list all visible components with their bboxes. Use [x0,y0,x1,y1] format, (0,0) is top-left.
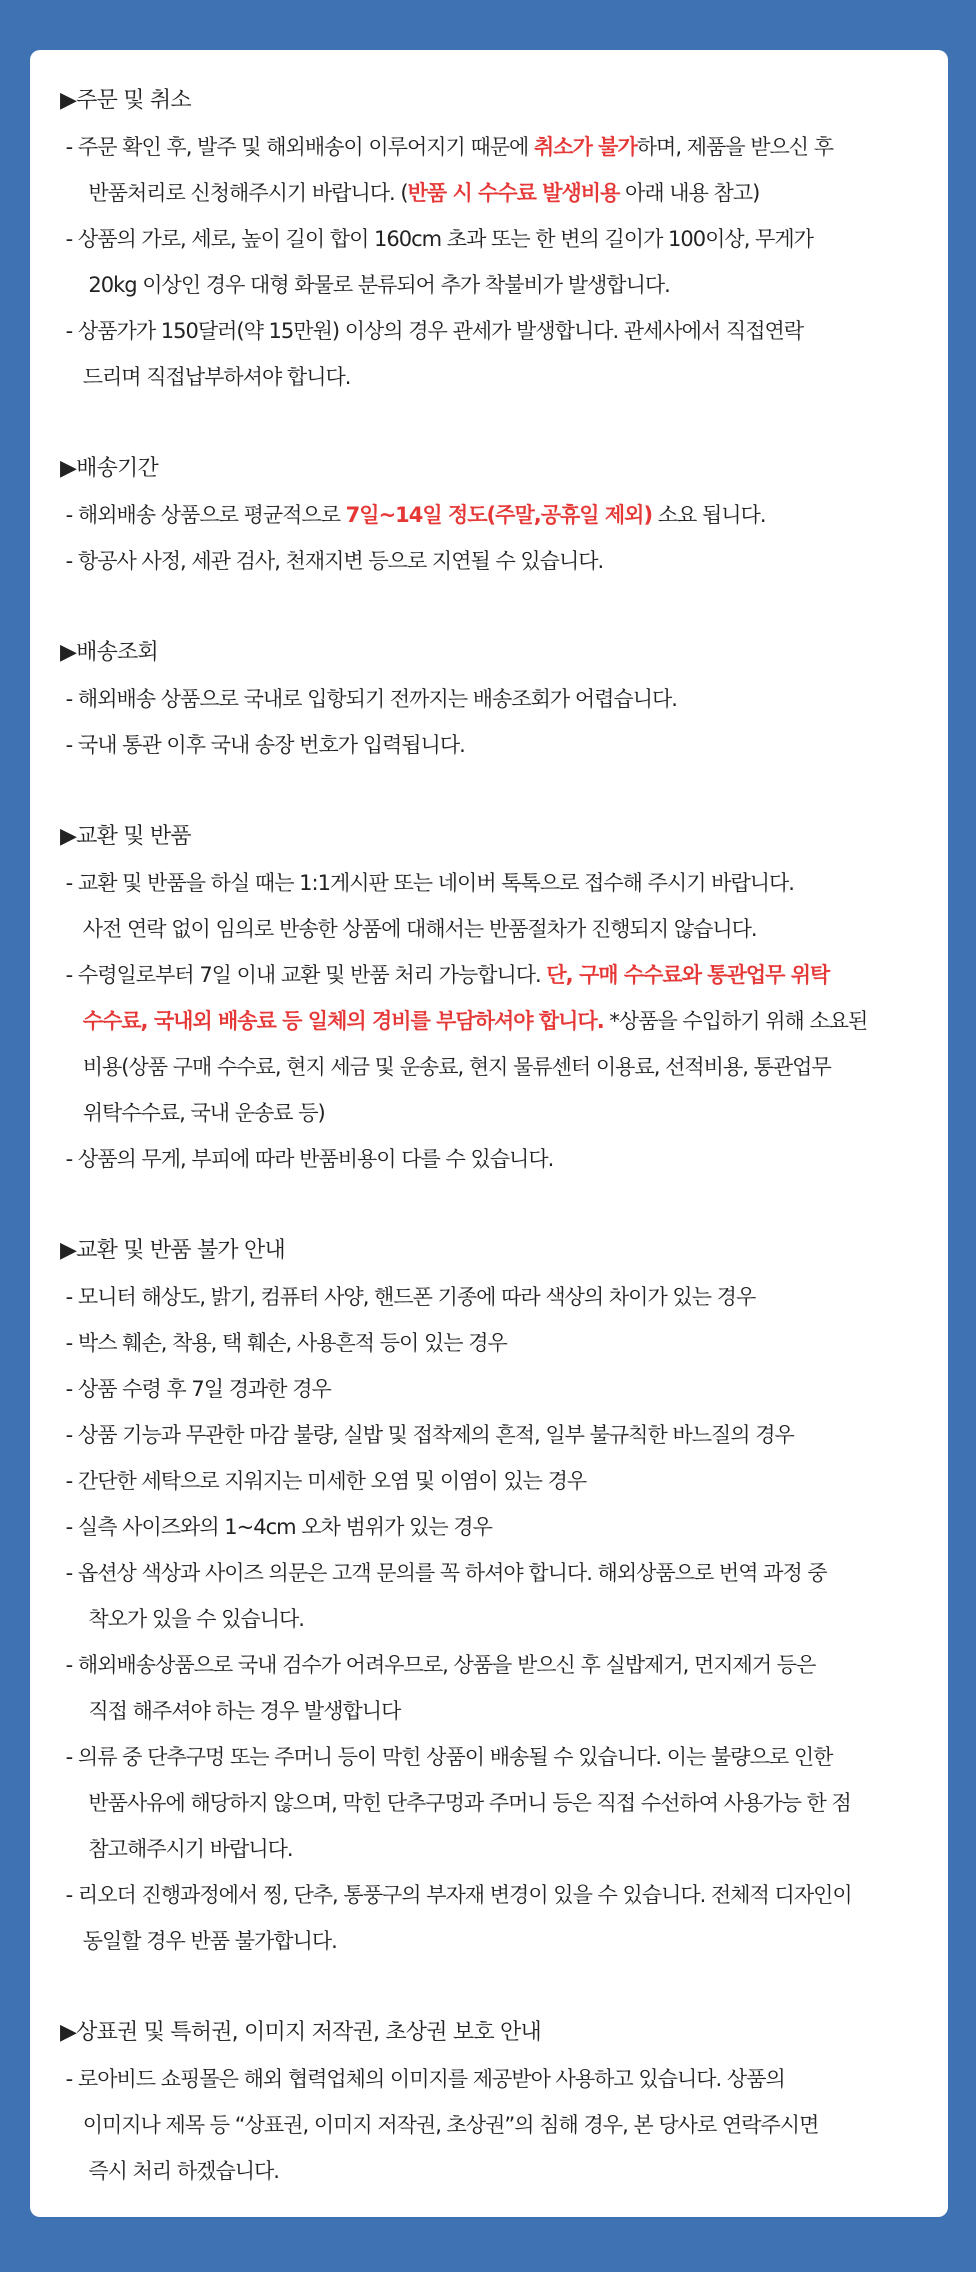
highlighted-text: 7일~14일 정도(주말,공휴일 제외) [345,503,653,527]
notice-section [60,630,928,768]
notice-section [60,446,928,584]
section-heading: ▶상표권 및 특허권, 이미지 저작권, 초상권 보호 안내 [60,2020,541,2045]
line-text: 위탁수수료, 국내 운송료 등) [60,1101,325,1125]
line-text: - 의류 중 단추구멍 또는 주머니 등이 막힌 상품이 배송될 수 있습니다. 이는 불량으로 인한 [60,1745,833,1769]
line-text: 착오가 있을 수 있습니다. [60,1607,304,1631]
line-text: 즉시 처리 하겠습니다. [60,2159,279,2183]
notice-line [60,1090,928,1136]
line-text: 반품사유에 해당하지 않으며, 막힌 단추구멍과 주머니 등은 직접 수선하여 사용가능 한 점 [60,1791,851,1815]
notice-line [60,216,928,262]
notice-line [60,1366,928,1412]
line-text [60,1009,83,1033]
notice-line [60,170,928,216]
notice-line [60,722,928,768]
notice-section [60,1228,928,1964]
notice-line [60,952,928,998]
notice-line [60,1596,928,1642]
notice-line [60,2056,928,2102]
line-text: 20kg 이상인 경우 대형 화물로 분류되어 추가 착불비가 발생합니다. [60,273,670,297]
line-text: - 상품 수령 후 7일 경과한 경우 [60,1377,331,1401]
notice-line [60,1274,928,1320]
section-heading: ▶배송기간 [60,456,158,481]
highlighted-text: 단, 구매 수수료와 통관업무 위탁 [546,963,830,987]
notice-line [60,1136,928,1182]
line-text: - 해외배송 상품으로 국내로 입항되기 전까지는 배송조회가 어렵습니다. [60,687,677,711]
highlighted-text: 취소가 불가 [534,135,637,159]
line-text: - 국내 통관 이후 국내 송장 번호가 입력됩니다. [60,733,465,757]
notice-line [60,308,928,354]
line-text: - 주문 확인 후, 발주 및 해외배송이 이루어지기 때문에 [60,135,535,159]
notice-line [60,538,928,584]
line-text: - 모니터 해상도, 밝기, 컴퓨터 사양, 핸드폰 기종에 따라 색상의 차이가 있는 경우 [60,1285,756,1309]
notice-line [60,1320,928,1366]
notice-line [60,998,928,1044]
line-text: - 상품의 무게, 부피에 따라 반품비용이 다를 수 있습니다. [60,1147,554,1171]
line-text: - 상품의 가로, 세로, 높이 길이 합이 160cm 초과 또는 한 변의 길이가 100이상, 무게가 [60,227,813,251]
line-text: 사전 연락 없이 임의로 반송한 상품에 대해서는 반품절차가 진행되지 않습니다. [60,917,757,941]
line-text: - 상품 기능과 무관한 마감 불량, 실밥 및 접착제의 흔적, 일부 불규칙한 바느질의 경우 [60,1423,794,1447]
notice-line [60,354,928,400]
notice-line [60,1412,928,1458]
section-heading: ▶배송조회 [60,640,158,665]
notice-line [60,906,928,952]
line-text: - 간단한 세탁으로 지워지는 미세한 오염 및 이염이 있는 경우 [60,1469,587,1493]
line-text: 동일할 경우 반품 불가합니다. [60,1929,337,1953]
line-text: - 실측 사이즈와의 1~4cm 오차 범위가 있는 경우 [60,1515,492,1539]
highlighted-text: 수수료, 국내외 배송료 등 일체의 경비를 부담하셔야 합니다. [82,1009,604,1033]
notice-line [60,1734,928,1780]
line-text: - 교환 및 반품을 하실 때는 1:1게시판 또는 네이버 톡톡으로 접수해 주시기 바랍니다. [60,871,794,895]
notice-line [60,2148,928,2194]
line-text: - 항공사 사정, 세관 검사, 천재지변 등으로 지연될 수 있습니다. [60,549,604,573]
notice-card [30,50,948,2217]
line-text: *상품을 수입하기 위해 소요된 [603,1009,868,1033]
section-heading: ▶교환 및 반품 불가 안내 [60,1238,285,1263]
notice-section [60,814,928,1182]
line-text: 소요 됩니다. [652,503,766,527]
line-text: 이미지나 제목 등 “상표권, 이미지 저작권, 초상권”의 침해 경우, 본 당사로 연락주시면 [60,2113,819,2137]
notice-line [60,1642,928,1688]
line-text: - 해외배송상품으로 국내 검수가 어려우므로, 상품을 받으신 후 실밥제거, 먼지제거 등은 [60,1653,816,1677]
notice-line [60,262,928,308]
notice-line [60,1826,928,1872]
notice-line [60,676,928,722]
notice-line [60,1550,928,1596]
notice-line [60,1688,928,1734]
line-text: 비용(상품 구매 수수료, 현지 세금 및 운송료, 현지 물류센터 이용료, 선적비용, 통관업무 [60,1055,831,1079]
notice-line [60,860,928,906]
notice-line [60,2102,928,2148]
line-text: 하며, 제품을 받으신 후 [636,135,834,159]
notice-line [60,124,928,170]
line-text: 반품처리로 신청해주시기 바랍니다. ( [60,181,408,205]
notice-section [60,2010,928,2194]
line-text: - 해외배송 상품으로 평균적으로 [60,503,346,527]
notice-line [60,1872,928,1918]
line-text: - 상품가가 150달러(약 15만원) 이상의 경우 관세가 발생합니다. 관세사에서 직접연락 [60,319,804,343]
line-text: - 로아비드 쇼핑몰은 해외 협력업체의 이미지를 제공받아 사용하고 있습니다. 상품의 [60,2067,785,2091]
line-text: - 리오더 진행과정에서 찡, 단추, 통풍구의 부자재 변경이 있을 수 있습니다. 전체적 디자인이 [60,1883,852,1907]
line-text: 직접 해주셔야 하는 경우 발생합니다 [60,1699,401,1723]
notice-line [60,1044,928,1090]
line-text: - 옵션상 색상과 사이즈 의문은 고객 문의를 꼭 하셔야 합니다. 해외상품으로 번역 과정 중 [60,1561,827,1585]
notice-line [60,1918,928,1964]
line-text: 드리며 직접납부하셔야 합니다. [60,365,351,389]
line-text: 아래 내용 참고) [619,181,760,205]
notice-line [60,492,928,538]
notice-section [60,78,928,400]
notice-line [60,1458,928,1504]
line-text: - 박스 훼손, 착용, 택 훼손, 사용흔적 등이 있는 경우 [60,1331,507,1355]
line-text: 참고해주시기 바랍니다. [60,1837,293,1861]
section-heading: ▶주문 및 취소 [60,88,191,113]
notice-line [60,1780,928,1826]
line-text: - 수령일로부터 7일 이내 교환 및 반품 처리 가능합니다. [60,963,547,987]
section-heading: ▶교환 및 반품 [60,824,191,849]
notice-line [60,1504,928,1550]
highlighted-text: 반품 시 수수료 발생비용 [407,181,620,205]
